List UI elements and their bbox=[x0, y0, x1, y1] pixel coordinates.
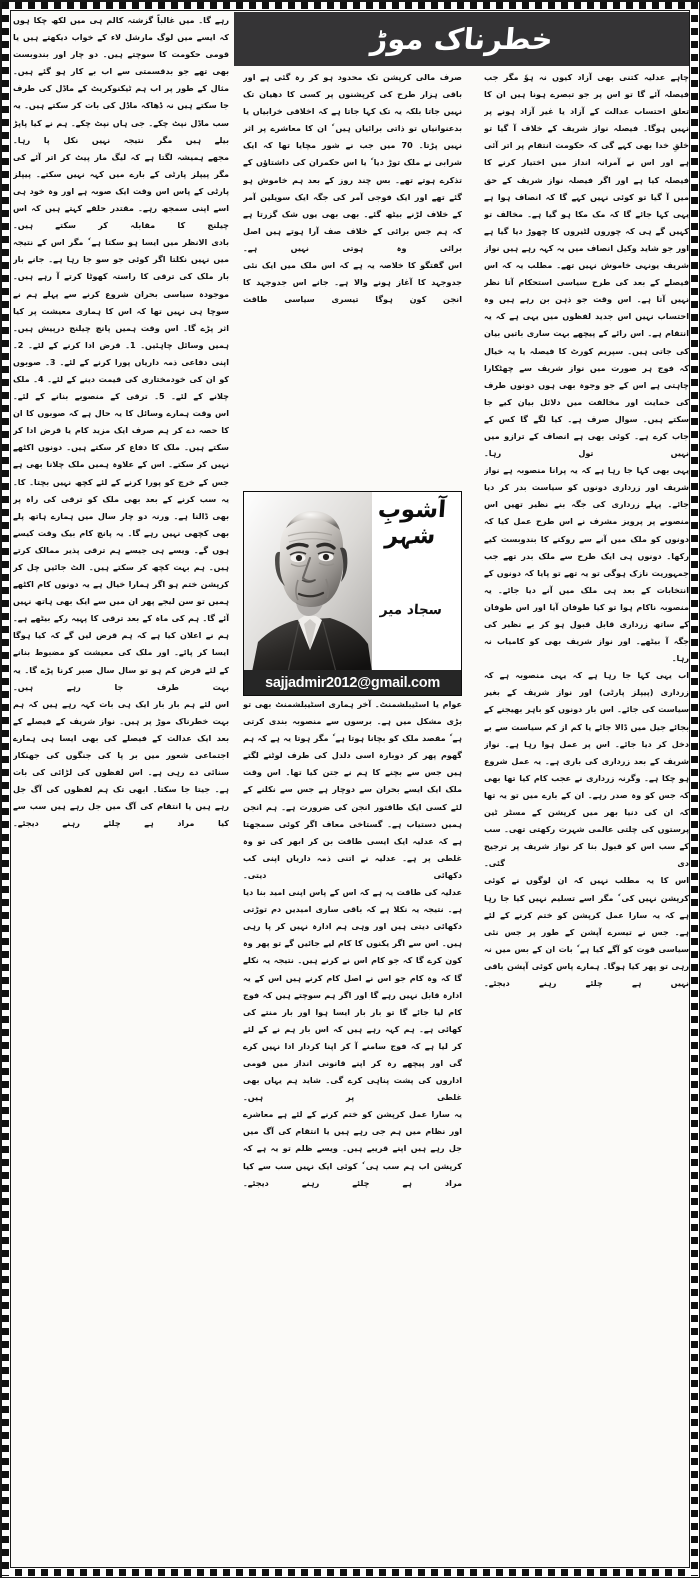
paragraph: اب یہی کہا جا رہا ہے کہ یہی منصوبہ ہے کہ زرداری (پیپلز پارٹی) اور نواز شریف کے بغیر سیاست کی جائے۔ اس بار دونوں کو باہر بھیجنے کے بجائے جیل میں ڈالا جائے یا کم از کم سیاست سے بے دخل کر دیا جائے۔ اس پر عمل ہوا رہا ہے۔ نواز شریف کے بعد زرداری کی باری ہے۔ یہ عمل شروع ہو چکا ہے۔ وگرنہ زرداری نے عجب کام کیا تھا بھی کہ جس کو وہ صدر رہے۔ ان کے بارے میں تو یہ تھا کہ ان کی دنیا بھر میں کرپشن کے مسٹر ٹین پرستوں کی چلتی عالمی شہرت رکھتی تھی۔ سب کے سب اس کو قبول بنا کر نواز شریف پر ترجیح دی گئی۔ bbox=[484, 670, 689, 869]
author-byline-block bbox=[243, 491, 462, 696]
paragraph: اس لئے ہم بار بار ایک ہی بات کہہ رہے ہیں کہ ہم بہت خطرناک موڑ پر ہیں۔ نواز شریف کے فیصلے کے بعد ایک عدالت کے فیصلے کی بھی ایسا ہی ہمارے اجتماعی شعور میں بر پا کی جنگوں کی جھنکار سنائی دے رہی ہے۔ اس لفظوں کی لڑائی کی بات ہے۔ جیتا جا سکتا۔ ابھی تک ہم لفظوں کی آگ جل رہے ہیں یا انتقام کی آگ میں جل رہے ہیں سب سے کیا مراد ہے چلئے رہنے دیجئے۔ bbox=[13, 698, 229, 829]
paragraph: بادی الانظر میں ایسا ہو سکتا ہے ٗ مگر اس کے نتیجہ میں نہیں نکلتا اگر کوئی جو سو جا رہا ہے۔ جانے بار بار ملک کی ترقی کا راستہ کھوٹا کرتے آ رہے ہیں۔ موجودہ سیاسی بحران شروع کرنے سے پہلے ہم نے سوچا ہی نہیں تھا کہ اس کا ہماری معیشت پر کیا اثر پڑے گا۔ اس وقت ہمیں پانچ چیلنج درپیش ہیں۔ ہمیں وسائل چاہئیں۔ 1۔ قرض ادا کرنے کے لئے۔ 2۔ اپنی دفاعی ذمہ داریاں پورا کرنے کے لئے۔ 3۔ صوبوں کو ان کی خودمختاری کی قیمت دینے کے لئے۔ 4۔ ملک چلانے کے لئے۔ 5۔ ترقی کے منصوبے بنانے کے لئے۔ bbox=[13, 237, 229, 402]
author-email[interactable]: sajjadmir2012@gmail.com bbox=[265, 674, 440, 691]
frame-inner-rule-bottom bbox=[10, 1567, 690, 1568]
paragraph: اس گفتگو کا خلاصہ یہ ہے کہ اس ملک میں ایک نئی جدوجہد کا آغاز ہونے والا ہے۔ جانے اس جدوجہد کا انجن کون ہوگا تیسری سیاسی طاقت bbox=[243, 260, 462, 305]
paragraph: عدلیہ کی طاقت یہ ہے کہ اس کے پاس اپنی امید بنا دیا ہے۔ نتیجہ یہ نکلا ہے کہ باقی ساری امیدیں دم توڑتی دکھائی دیتی ہیں اور وہی ہم ادارہ نہیں کر پا رہی ہیں۔ اس سے اگر یکنوں کا کام لیے جائیں گے تو پھر وہ کون کرے گا کہ جو کام اس نے کرنے ہیں۔ نتیجہ یہ نکلے گا کہ وہ کام جو اس نے اصل کام کرنے ہیں اس کے یہ ادارہ قابل نہیں رہے گا اور اگر ہم سوچتے ہیں کہ فوج کام لیا جائے گا تو بار بار ایسا ہوا اور بار منتے کی کھائی ہے۔ ہم کہہ رہے ہیں کہ اس بار ہم نے کے لئے کر لیا ہے کہ فوج سامنے آ کر اپنا کردار ادا نہیں کرے گی اور پیچھے رہ کر اپنے قانونی انداز میں قومی اداروں کی پشت پناہی کرے گی۔ شاید ہم یہاں بھی غلطی پر ہیں۔ bbox=[243, 887, 462, 1103]
middle-column-bottom-segment bbox=[243, 696, 462, 1192]
middle-column-top-segment bbox=[243, 69, 462, 491]
dashed-border-left bbox=[2, 2, 9, 1576]
masthead-banner bbox=[234, 12, 689, 66]
paragraph: عوام یا اسٹیبلشمنٹ۔ آخر ہماری اسٹیبلشمنٹ بھی تو بڑی مشکل میں ہے۔ برسوں سے منصوبہ بندی کرتی ہے ٗ مقصد ملک کو بچانا ہوتا ہے ٗ مگر ہوتا یہ ہے کہ ہم گھوم پھر کر دوبارہ اسی دلدل کی طرف لوٹنے لگتے ہیں جس سے بچنے کا ہم نے جتن کیا تھا۔ اس وقت ملک ایک ایسے بحران سے دوچار ہے جس سے نکلنے کے لئے کسی ایک طاقتور انجن کی ضرورت ہے۔ ہم انجن ہمیں دستیاب ہے۔ گستاخی معاف اگر کوئی سمجھتا ہے کہ عدلیہ ایک ایسی طاقت بن کر ابھر کی تو وہ غلطی پر ہے۔ عدلیہ نے اتنی ذمہ داریاں اپنی کب دکھائی دیتی۔ bbox=[243, 699, 462, 880]
frame-inner-rule-right bbox=[689, 10, 690, 1568]
text-column-right bbox=[484, 69, 689, 1559]
paragraph: اس کا یہ مطلب نہیں کہ ان لوگوں نے کوئی کرپشن نہیں کی ٗ مگر اسے تسلیم نہیں کیا جا رہا ہے کہ یہ سارا عمل کرپشن کو ختم کرنے کے لئے ہے۔ جس نے تیسرے آپشن کے طور پر جس نئی سیاسی قوت کو آگے کیا ہے ٗ بات ان کے بس میں نہ رہی تو پھر کیا ہوگا۔ ہمارے پاس کوئی آپشن باقی نہیں ہے چلئے رہنے دیجئے۔ bbox=[484, 875, 689, 988]
author-portrait bbox=[244, 492, 372, 672]
paragraph: صرف مالی کرپشن تک محدود ہو کر رہ گئی ہے اور باقی ہزار طرح کی کرپشنوں پر کسی کا دھیان تک نہیں جاتا بلکہ یہ تک کہا جاتا ہے کہ اخلاقی خرابیاں یا بدعنوانیاں تو ذاتی برائیاں ہیں ٗ ان کا معاشرے پر اثر نہیں پڑتا۔ 70 میں جب نے شور مچایا تھا کہ ایک شرابی نے ملک توڑ دیا ٗ یا اس حکمران کی داشتاؤں کے تذکرے ہوتے تھے۔ بس چند روز کے بعد ہم خاموش ہو گئے تھے اور ایک فوجی آمر کی جگہ ایک سویلین آمر کے خلاف لڑنے بیٹھ گئے۔ بھی بھی یوں شک گزرتا ہے کہ ہم جس برائی کے خلاف صف آرا ہوتے ہیں اصل برائی وہ ہوتی نہیں ہے۔ bbox=[243, 72, 462, 253]
paragraph: اس وقت ہمارے وسائل کا یہ حال ہے کہ صوبوں کا ان کا حصہ دے کر ہم صرف ایک مزید کام یا قرض ادا کر سکتے ہیں۔ ملک کا دفاع کر سکتے ہیں۔ دونوں اکٹھے نہیں کر سکتے۔ اس کے علاوہ ہمیں ملک چلانا بھی ہے جس کے خرچ کو پورا کرنے کے لئے کچھ نہیں بچتا۔ کا۔ یہ سب کرنے کے بعد بھی ملک کو ترقی کی راہ پر بھی ڈالنا ہے۔ ورنہ دو چار سال میں ہمارے ہاتھ پلے بھی کچھی نہیں رہے گا۔ یہ پانچ کام بیک وقت کیسے ہوں گے۔ ویسے ہی جیسے ہم ترقی پذیر ممالک کرتے ہیں۔ ہم بہت کچھ کر سکتے ہیں۔ الٹ جائیں چل کر کرپشن ختم ہو اگر ہمارا خیال ہے یہ دونوں کام اکٹھے ہمیں تو سن لیجے پھر ان میں سے ایک بھی ہاتھ نہیں آئے گا۔ ہم کی ماہ کے بعد ترقی کا پہیہ رکے بیٹھے ہے۔ ہم نے اعلان کیا ہے کہ ہم قرض لیں گے کہ کیا ہوگا ایسا کر پائے۔ اور ملک کی معیشت کو مضبوط بنانے کے لئے قرض کم ہو تو سال سال صبر کرنا پڑے گا۔ یہ بہت طرف جا رہے ہیں۔ bbox=[13, 408, 229, 692]
author-email-bar bbox=[244, 670, 461, 695]
portrait-illustration bbox=[244, 492, 372, 672]
paragraph: یہی بھی کہا جا رہا ہے کہ یہ پرانا منصوبہ ہے نواز شریف اور زرداری دونوں کو سیاست بدر کر دیا جائے۔ پہلے زرداری کی جگہ بنے نظیر تھیں اس منصوبے پر پرویز مشرف نے اس طرح عمل کیا کہ دونوں کو ملک میں آنے سے روکنے کا بندوبست کیے رکھا۔ دونوں ہی ایک طرح سے ملک بدر تھے جب جمہوریت نازک ہوگی تو یہ تھے تو پایا کہ دونوں کے انتخابات کے بعد ہی ملک میں آنے دیا جائے۔ یہ منصوبہ ناکام ہوا تو کیا طوفان آیا اور اس طوفان کے ساتھ زرداری قابل قبول ہو کر بے نظیر کی جگہ آ بیٹھے۔ اور نواز شریف بھی کو کامیاب نہ رہا۔ bbox=[484, 465, 689, 664]
article-headline: خطرناک موڑ bbox=[369, 21, 554, 56]
text-column-middle bbox=[243, 69, 462, 1559]
article-canvas bbox=[11, 11, 689, 1567]
paragraph: چاہے عدلیہ کتنی بھی آزاد کیوں نہ ہوٗ مگر جب فیصلہ آئے گا تو اس پر جو تبصرے ہونا ہیں ان کا تعلق احتساب عدالت کے آزاد یا غیر آزاد ہونے پر نہیں ہوگا۔ فیصلہ نواز شریف کے خلاف آ گیا تو خلقِ خدا بھی کہے گی کہ حکومت انتقام پر اتر آئی ہے اور اس نے آمرانہ انداز میں اختیار کرنے کا فیصلہ کیا ہے اور اگر فیصلہ نواز شریف کے حق میں آ گیا تو کوئی نہیں کہے گا کہ انصاف ہوا ہے یہی کہا جائے گا کہ مک مکا ہو گیا ہے۔ مخالف تو کہیں گے ہی کہ چوروں لٹیروں کا چھوڑ دیا گیا ہے اور جو شاید وکیل انصاف میں یہ کہہ رہے ہیں نواز شریف یونہی خاموش نہیں تھے۔ مطلب یہ کہ اس فیصلے کے بعد کی طرح سیاسی استحکام آتا نظر نہیں آتا ہے۔ اس وقت جو ذہن بن رہے ہیں وہ احتساب نہیں اس جدید لفظوں میں یہی ہے کہ یہ انتقام ہے۔ اس رائے کے پیچھے بہت ساری باتیں بیان کی جاتی ہیں۔ سپریم کورٹ کا فیصلہ یا یہ خیال کہ فوج ہر صورت میں نواز شریف سے چھٹکارا چاہتی ہے اس کے جو وجوہ بھی ہوں دونوں طرف کی حمایت اور مخالفت میں دلائل بیان کیے جا سکتے ہیں۔ سوال صرف ہے۔ کیا لگے گا کس کے جاب کرے ہے۔ کوئی بھی ہے انصاف کے ترازو میں نہیں تول رہا۔ bbox=[484, 72, 689, 459]
paragraph: یہ سارا عمل کرپشن کو ختم کرنے کے لئے ہے معاشرے اور نظام میں ہم جی رہے ہیں یا انتقام کی آگ میں جل رہے ہیں اپنے قریبے ہیں۔ ویسے ظلم تو یہ ہے کہ کرپشن اب ہم سب ہی ٗ کوئی ایک نہیں سب سے کیا مراد ہے چلئے رہنے دیجئے۔ bbox=[243, 1109, 462, 1188]
dashed-border-top bbox=[2, 2, 698, 9]
dashed-border-right bbox=[691, 2, 698, 1576]
paragraph: مجھے ہمیشہ لگتا ہے کہ لیگ مار پیٹ کر اتر آئے کی مگر پیپلز پارٹی کے بارے میں کہہ نہیں سکتے۔ پیپلز پارٹی کے پاس اس وقت ایک صوبہ ہے اور وہ خود ہی اسے اپنی سمجھ رہے۔ مقتدر حلقے کہتے ہیں کہ اس چیلنج کا مقابلہ کر سکتے ہیں۔ bbox=[13, 151, 229, 231]
dashed-border-bottom bbox=[2, 1569, 698, 1576]
column-logo-title: آشوبِ شہر bbox=[377, 497, 447, 549]
paragraph: رہے گا۔ میں غالباً گزشتہ کالم ہی میں لکھ چکا ہوں کہ ایسے میں لوگ مارشل لاء کے خواب دیکھتے ہیں یا قومی حکومت کا سوچتے ہیں۔ دو چار اور بندوبست بھی تھے جو بدقسمتی سے اب بے کار ہو گئے ہیں۔ مثال کے طور پر اب ہم ٹیکنوکریٹ کے ماڈل کی طرف جا سکتے ہیں نہ ڈھاکہ ماڈل کی بات کر سکتے ہیں۔ یہ سب ماڈل نپٹ چکے۔ جی ہاں نپٹ چکے۔ ہم نے کیا پاپڑ بیلے ہیں مگر نتیجہ نہیں نکل پا رہا۔ bbox=[13, 15, 229, 145]
byline-text-group bbox=[365, 498, 457, 618]
author-name: سجاد میر bbox=[379, 601, 443, 618]
text-column-left bbox=[13, 12, 229, 1560]
